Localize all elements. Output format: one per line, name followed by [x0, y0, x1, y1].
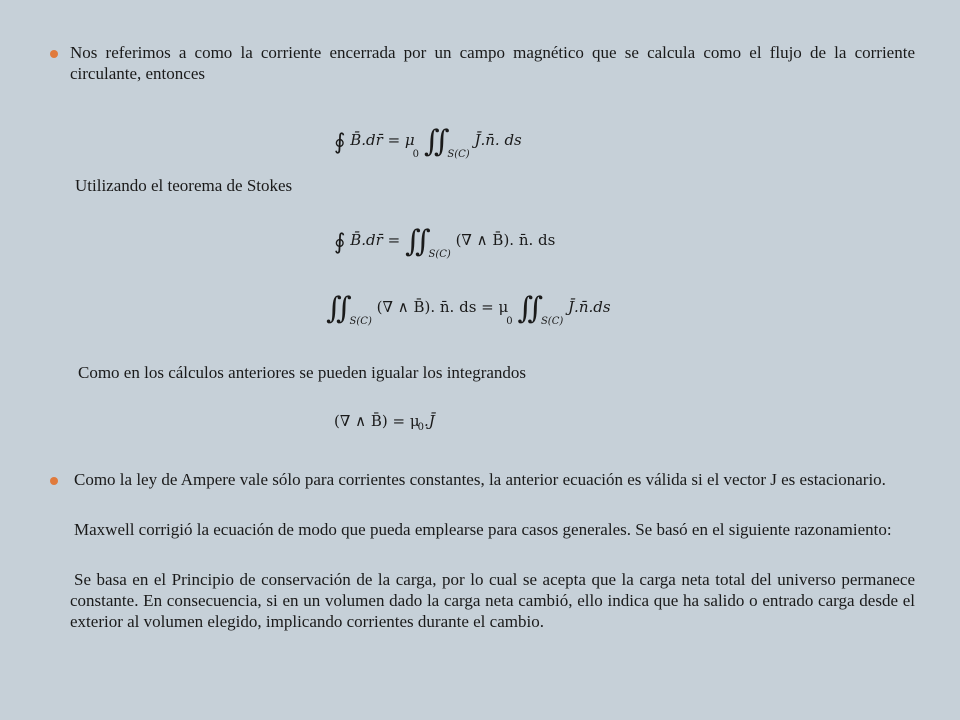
double-integral-symbol: ∬: [517, 291, 543, 326]
equation-2-integral-subscript: S(C): [428, 249, 451, 260]
equation-1-lhs: B̄.dr̄ = μ: [350, 131, 415, 149]
bullet-dot-icon: [50, 50, 58, 58]
bullet-item-1: [50, 42, 915, 84]
paragraph-1: Nos referimos a como la corriente encerrada por un campo magnético que se calcula como el flujo de la corriente circulante, entonces: [70, 43, 915, 83]
equation-3-rhs: J̄.n̄.ds: [568, 298, 611, 316]
contour-integral-symbol: ∮: [334, 130, 346, 155]
equation-4-mu-subscript: 0: [417, 422, 424, 433]
equation-2-rhs: (∇ ∧ B̄). n̄. ds: [455, 231, 556, 249]
equation-1-mu-subscript: 0: [412, 149, 420, 160]
equation-3-middle: (∇ ∧ B̄). n̄. ds = μ: [376, 298, 509, 316]
equation-1-rhs: J̄.n̄. ds: [474, 131, 522, 149]
equation-3-integral-1-subscript: S(C): [349, 316, 372, 327]
double-integral-symbol: ∬: [404, 224, 431, 259]
paragraph-2: Utilizando el teorema de Stokes: [75, 176, 293, 195]
equation-3: [326, 285, 611, 327]
double-integral-symbol: ∬: [423, 124, 450, 159]
equation-1-integral-subscript: S(C): [447, 149, 470, 160]
equation-3-integral-2-subscript: S(C): [540, 316, 564, 327]
paragraph-5: Maxwell corrigió la ecuación de modo que pueda emplearse para casos generales. Se basó en el siguiente razonamiento:: [74, 520, 892, 539]
equation-4: [334, 412, 435, 433]
bullet-item-2: [50, 469, 915, 490]
paragraph-6: Se basa en el Principio de conservación de la carga, por lo cual se acepta que la carga neta total del universo permanece constante. En consecuencia, si en un volumen dado la carga neta cambió, ello indica que ha salido o entrado carga desde el exterior al volumen elegido, implicando corrientes durante el cambio.: [70, 570, 915, 631]
equation-3-mu-subscript: 0: [506, 316, 513, 327]
paragraph-3: Como en los cálculos anteriores se pueden igualar los integrandos: [78, 363, 527, 382]
equation-4-rhs: .J̄: [423, 412, 435, 430]
paragraph-4: Como la ley de Ampere vale sólo para corrientes constantes, la anterior ecuación es válida si el vector J es estacionario.: [74, 470, 886, 489]
equation-2-lhs: B̄.dr̄ =: [350, 231, 401, 249]
double-integral-symbol: ∬: [326, 291, 352, 326]
contour-integral-symbol: ∮: [334, 230, 346, 255]
bullet-dot-icon: [50, 477, 58, 485]
equation-4-lhs: (∇ ∧ B̄) = μ: [334, 412, 420, 430]
equation-2: [334, 218, 556, 260]
equation-1: [334, 118, 522, 160]
